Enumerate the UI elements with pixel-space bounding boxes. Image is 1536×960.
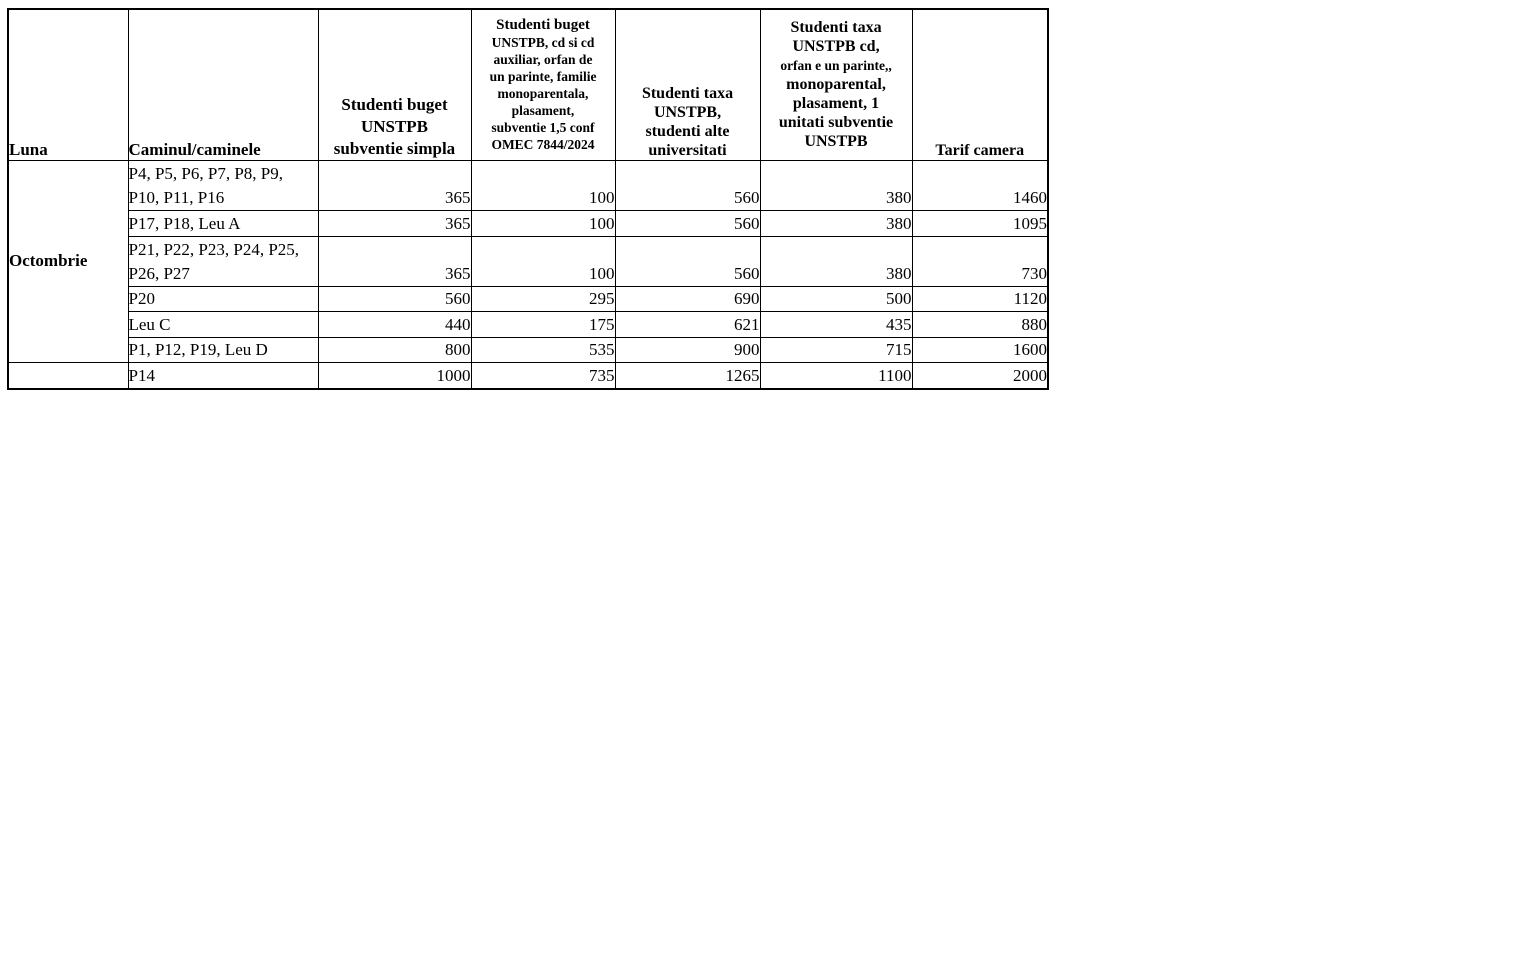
table-row	[8, 236, 1048, 286]
value-cell: 900	[615, 337, 760, 362]
table-row	[8, 362, 1048, 389]
header-studenti-buget-subventie-15	[471, 9, 615, 160]
table-header-row	[8, 9, 1048, 160]
header-studenti-taxa	[615, 9, 760, 160]
header-line: orfan e un parinte,,	[780, 58, 892, 74]
header-line: studenti alte	[645, 122, 730, 140]
camin-cell: Leu C	[128, 311, 318, 337]
camin-cell: P1, P12, P19, Leu D	[128, 337, 318, 362]
value-cell: 621	[615, 311, 760, 337]
header-line: UNSTPB, cd si cd	[491, 34, 595, 50]
value-cell: 500	[760, 286, 912, 311]
value-cell: 560	[615, 236, 760, 286]
header-line: Studenti buget	[341, 94, 448, 114]
value-cell: 380	[760, 160, 912, 210]
value-cell: 100	[471, 160, 615, 210]
value-cell: 735	[471, 362, 615, 389]
header-line: monoparentala,	[497, 85, 589, 101]
value-cell: 440	[318, 311, 471, 337]
camin-cell: P20	[128, 286, 318, 311]
value-cell: 100	[471, 210, 615, 236]
value-cell: 560	[615, 210, 760, 236]
value-cell: 380	[760, 210, 912, 236]
value-cell: 730	[912, 236, 1048, 286]
header-studenti-taxa-cd	[760, 9, 912, 160]
header-line: UNSTPB cd,	[792, 38, 880, 56]
value-cell: 1265	[615, 362, 760, 389]
value-cell: 365	[318, 236, 471, 286]
header-title: Studenti buget	[496, 16, 590, 33]
value-cell: 690	[615, 286, 760, 311]
header-title: Studenti taxa	[790, 19, 882, 37]
header-line: un parinte, familie	[489, 68, 597, 84]
month-cell-empty	[8, 362, 128, 389]
header-caminul: Caminul/caminele	[128, 9, 318, 160]
value-cell: 1120	[912, 286, 1048, 311]
value-cell: 880	[912, 311, 1048, 337]
camin-cell: P17, P18, Leu A	[128, 210, 318, 236]
value-cell: 295	[471, 286, 615, 311]
header-title: Studenti taxa	[641, 84, 734, 102]
header-studenti-buget-simpla	[318, 9, 471, 160]
value-cell: 2000	[912, 362, 1048, 389]
header-line: UNSTPB,	[653, 103, 722, 121]
table-row	[8, 210, 1048, 236]
value-cell: 1600	[912, 337, 1048, 362]
header-line: UNSTPB	[804, 133, 868, 151]
header-line: unitati subventie	[778, 114, 894, 132]
header-line: plasament,	[511, 102, 575, 118]
header-line: universitati	[648, 141, 727, 159]
camin-cell: P21, P22, P23, P24, P25, P26, P27	[128, 236, 318, 286]
value-cell: 100	[471, 236, 615, 286]
header-line: monoparental,	[786, 76, 886, 94]
header-line: subventie 1,5 conf	[491, 119, 595, 135]
table-row	[8, 160, 1048, 210]
value-cell: 1100	[760, 362, 912, 389]
value-cell: 1000	[318, 362, 471, 389]
month-cell: Octombrie	[8, 160, 128, 362]
value-cell: 1460	[912, 160, 1048, 210]
value-cell: 435	[760, 311, 912, 337]
value-cell: 365	[318, 210, 471, 236]
value-cell: 175	[471, 311, 615, 337]
value-cell: 380	[760, 236, 912, 286]
table-row	[8, 337, 1048, 362]
camin-cell: P4, P5, P6, P7, P8, P9, P10, P11, P16	[128, 160, 318, 210]
header-line: OMEC 7844/2024	[491, 136, 595, 152]
header-line: UNSTPB	[360, 116, 429, 136]
header-tarif-camera: Tarif camera	[912, 9, 1048, 160]
value-cell: 1095	[912, 210, 1048, 236]
value-cell: 535	[471, 337, 615, 362]
table-row	[8, 286, 1048, 311]
value-cell: 560	[318, 286, 471, 311]
value-cell: 715	[760, 337, 912, 362]
value-cell: 365	[318, 160, 471, 210]
value-cell: 560	[615, 160, 760, 210]
header-line: plasament, 1	[792, 95, 880, 113]
tariff-table	[7, 8, 1049, 390]
header-luna: Luna	[8, 9, 128, 160]
header-line: subventie simpla	[333, 138, 456, 158]
table-row	[8, 311, 1048, 337]
value-cell: 800	[318, 337, 471, 362]
camin-cell: P14	[128, 362, 318, 389]
header-line: auxiliar, orfan de	[493, 51, 593, 67]
